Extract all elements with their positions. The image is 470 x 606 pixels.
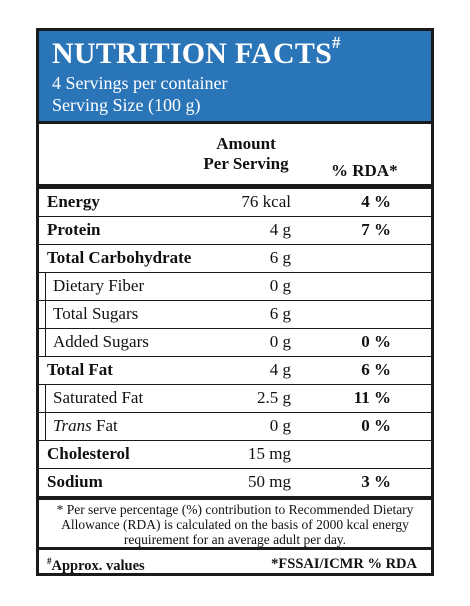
row-name: Added Sugars <box>53 332 149 351</box>
row-pct: 7 % <box>361 220 391 239</box>
row-amount: 2.5 g <box>257 388 291 407</box>
row-protein <box>39 216 431 244</box>
row-pct: 6 % <box>361 360 391 379</box>
serving-size: Serving Size (100 g) <box>52 95 201 115</box>
row-amount: 0 g <box>269 276 291 295</box>
row-amount: 0 g <box>269 332 291 351</box>
row-total-sugars <box>39 300 431 328</box>
row-amount: 6 g <box>269 304 291 323</box>
row-added-sugars <box>39 328 431 356</box>
approx-values-note <box>47 556 145 575</box>
footnote-line1: * Per serve percentage (%) contribution to Recommended Dietary <box>56 502 414 517</box>
row-name: Total Carbohydrate <box>47 248 192 267</box>
row-pct: 4 % <box>361 192 391 211</box>
row-name-italic: Trans <box>53 416 92 435</box>
row-total-fat <box>39 356 431 384</box>
row-total-carbohydrate <box>39 244 431 272</box>
footnote <box>39 502 431 547</box>
row-amount: 15 mg <box>248 444 291 463</box>
row-name: Cholesterol <box>47 444 130 463</box>
rda-source: *FSSAI/ICMR % RDA <box>271 556 417 572</box>
footer <box>39 547 431 577</box>
row-name: Dietary Fiber <box>53 276 145 295</box>
title-text: NUTRITION FACTS <box>52 37 332 70</box>
footnote-line3: requirement for an average adult per day. <box>123 532 347 547</box>
row-amount: 50 mg <box>248 472 291 491</box>
row-amount: 6 g <box>269 248 291 267</box>
title-mark: # <box>332 33 341 52</box>
row-name <box>53 416 118 436</box>
row-name: Total Sugars <box>53 304 139 323</box>
row-sodium <box>39 468 431 496</box>
approx-mark: # <box>47 556 52 566</box>
footnote-line2: Allowance (RDA) is calculated on the basis of 2000 kcal energy <box>61 517 409 532</box>
row-amount: 0 g <box>269 416 291 435</box>
servings-per-container: 4 Servings per container <box>52 73 228 93</box>
amount-header-line2: Per Serving <box>203 154 289 173</box>
row-name: Energy <box>47 192 100 211</box>
row-name-rest: Fat <box>91 416 118 435</box>
row-dietary-fiber <box>39 272 431 300</box>
nutrition-facts-panel <box>36 28 434 576</box>
row-name: Protein <box>47 220 101 239</box>
row-pct: 3 % <box>361 472 391 491</box>
row-amount: 4 g <box>269 360 291 379</box>
amount-header <box>191 134 301 174</box>
row-pct: 11 % <box>353 388 391 407</box>
rda-header: % RDA* <box>331 161 398 180</box>
nutrition-header <box>39 31 431 124</box>
row-energy <box>39 188 431 216</box>
footnote-divider <box>39 496 431 500</box>
row-pct: 0 % <box>361 332 391 351</box>
row-pct: 0 % <box>361 416 391 435</box>
sub-row-rule-carb <box>45 272 46 356</box>
row-saturated-fat <box>39 384 431 412</box>
amount-header-line1: Amount <box>216 134 276 153</box>
row-amount: 76 kcal <box>241 192 291 211</box>
row-name: Sodium <box>47 472 103 491</box>
nutrition-title <box>52 33 341 71</box>
row-name: Saturated Fat <box>53 388 144 407</box>
sub-row-rule-fat <box>45 384 46 440</box>
row-cholesterol <box>39 440 431 468</box>
row-amount: 4 g <box>269 220 291 239</box>
row-name: Total Fat <box>47 360 113 379</box>
approx-text: Approx. values <box>51 557 145 574</box>
row-trans-fat <box>39 412 431 440</box>
